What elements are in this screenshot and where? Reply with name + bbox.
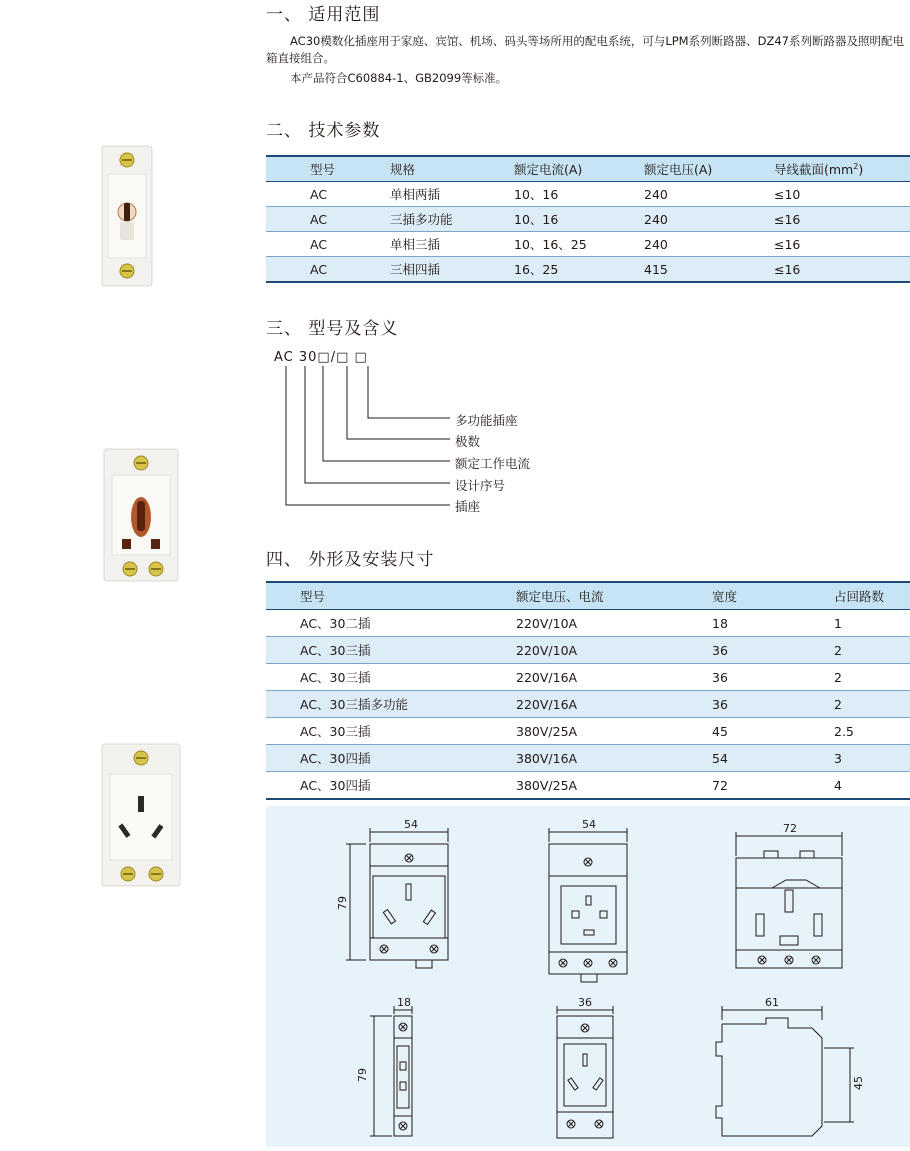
table-cell: AC、30二插	[300, 610, 516, 637]
table-row	[266, 745, 910, 772]
product-photo-three-pin	[96, 740, 186, 890]
table-cell: ≤16	[774, 257, 910, 283]
dim-label: 54	[582, 818, 596, 831]
section1-title: 一、 适用范围	[266, 5, 381, 25]
table-cell: AC	[310, 232, 390, 257]
code-label-socket: 插座	[455, 499, 481, 514]
table-cell: 220V/10A	[516, 610, 712, 637]
table-cell: 10、16	[514, 182, 644, 207]
table-header-cell: 额定电压(A)	[644, 156, 774, 182]
product-photo-two-pin	[96, 140, 158, 290]
table-row	[266, 257, 910, 283]
table-cell: 10、16	[514, 207, 644, 232]
table-cell: 415	[644, 257, 774, 283]
table-row	[266, 637, 910, 664]
table-cell: 三相四插	[390, 257, 514, 283]
table-cell: AC、30三插	[300, 637, 516, 664]
dimensions-table	[266, 581, 910, 800]
table-cell: 3	[834, 745, 910, 772]
table-cell: 16、25	[514, 257, 644, 283]
table-cell: AC	[310, 182, 390, 207]
table-cell: 1	[834, 610, 910, 637]
table-cell: 380V/25A	[516, 772, 712, 800]
table-row	[266, 610, 910, 637]
section1-paragraph: AC30模数化插座用于家庭、宾馆、机场、码头等场所用的配电系统，可与LPM系列断路器、DZ47系列断路器及照明配电箱直接组合。	[266, 34, 904, 65]
table-cell: 单相三插	[390, 232, 514, 257]
dim-label: 45	[852, 1076, 865, 1090]
table-cell: AC、30三插	[300, 664, 516, 691]
code-label-design-no: 设计序号	[455, 478, 506, 493]
table-header-cell: 规格	[390, 156, 514, 182]
table-cell: 单相两插	[390, 182, 514, 207]
table-cell: 45	[712, 718, 834, 745]
table-cell: 2	[834, 637, 910, 664]
product-photo-multifunction	[96, 445, 186, 585]
dimension-drawings	[266, 806, 910, 1147]
section1-standard: 本产品符合C60884-1、GB2099等标准。	[290, 71, 508, 85]
table-cell: 220V/16A	[516, 691, 712, 718]
dim-label: 72	[783, 822, 797, 835]
table-row	[266, 718, 910, 745]
dim-label: 36	[578, 996, 592, 1009]
table-row	[266, 182, 910, 207]
table-cell: 4	[834, 772, 910, 800]
table-row	[266, 664, 910, 691]
tech-params-table	[266, 155, 910, 283]
table-cell: 380V/16A	[516, 745, 712, 772]
table-row	[266, 772, 910, 800]
table-header-cell: 占回路数	[834, 582, 910, 610]
table-cell: 220V/10A	[516, 637, 712, 664]
table-cell: 2.5	[834, 718, 910, 745]
dim-label: 79	[336, 896, 349, 910]
code-label-current: 额定工作电流	[455, 456, 531, 471]
table-cell: 18	[712, 610, 834, 637]
table-cell: 2	[834, 691, 910, 718]
table-cell: 220V/16A	[516, 664, 712, 691]
table-row	[266, 207, 910, 232]
table-header-cell: 宽度	[712, 582, 834, 610]
table-cell: 380V/25A	[516, 718, 712, 745]
code-label-poles: 极数	[455, 434, 481, 449]
table-cell: 36	[712, 637, 834, 664]
section4-title: 四、 外形及安装尺寸	[266, 550, 435, 570]
table-cell: AC	[310, 207, 390, 232]
code-label-multifunction: 多功能插座	[455, 413, 518, 428]
table-cell: AC	[310, 257, 390, 283]
table-cell: ≤16	[774, 207, 910, 232]
model-code-diagram	[270, 366, 460, 516]
table-cell: ≤16	[774, 232, 910, 257]
table-cell: 240	[644, 207, 774, 232]
table-cell: 240	[644, 232, 774, 257]
table-cell: 10、16、25	[514, 232, 644, 257]
dimension-drawings-panel	[266, 806, 910, 1147]
dim-label: 54	[404, 818, 418, 831]
table-header-row	[266, 156, 910, 182]
table-cell: ≤10	[774, 182, 910, 207]
table-header-cell: 导线截面$(mm^2)$	[774, 156, 910, 182]
section3-title: 三、 型号及含义	[266, 319, 399, 339]
table-header-cell: 型号	[310, 156, 390, 182]
table-cell: 240	[644, 182, 774, 207]
table-cell: 36	[712, 664, 834, 691]
section2-title: 二、 技术参数	[266, 121, 381, 141]
table-header-cell: 额定电流(A)	[514, 156, 644, 182]
table-header-cell: 型号	[300, 582, 516, 610]
table-cell: 2	[834, 664, 910, 691]
dim-label: 61	[765, 996, 779, 1009]
table-cell: 36	[712, 691, 834, 718]
dim-label: 18	[397, 996, 411, 1009]
table-cell: AC、30三插	[300, 718, 516, 745]
table-cell: AC、30四插	[300, 772, 516, 800]
dim-label: 79	[356, 1068, 369, 1082]
table-header-cell: 额定电压、电流	[516, 582, 712, 610]
table-cell: 72	[712, 772, 834, 800]
table-cell: 三插多功能	[390, 207, 514, 232]
table-cell: 54	[712, 745, 834, 772]
table-cell: AC、30三插多功能	[300, 691, 516, 718]
model-code: AC 30□/□ □	[274, 350, 368, 365]
table-row	[266, 691, 910, 718]
table-cell: AC、30四插	[300, 745, 516, 772]
table-header-row	[266, 582, 910, 610]
table-row	[266, 232, 910, 257]
